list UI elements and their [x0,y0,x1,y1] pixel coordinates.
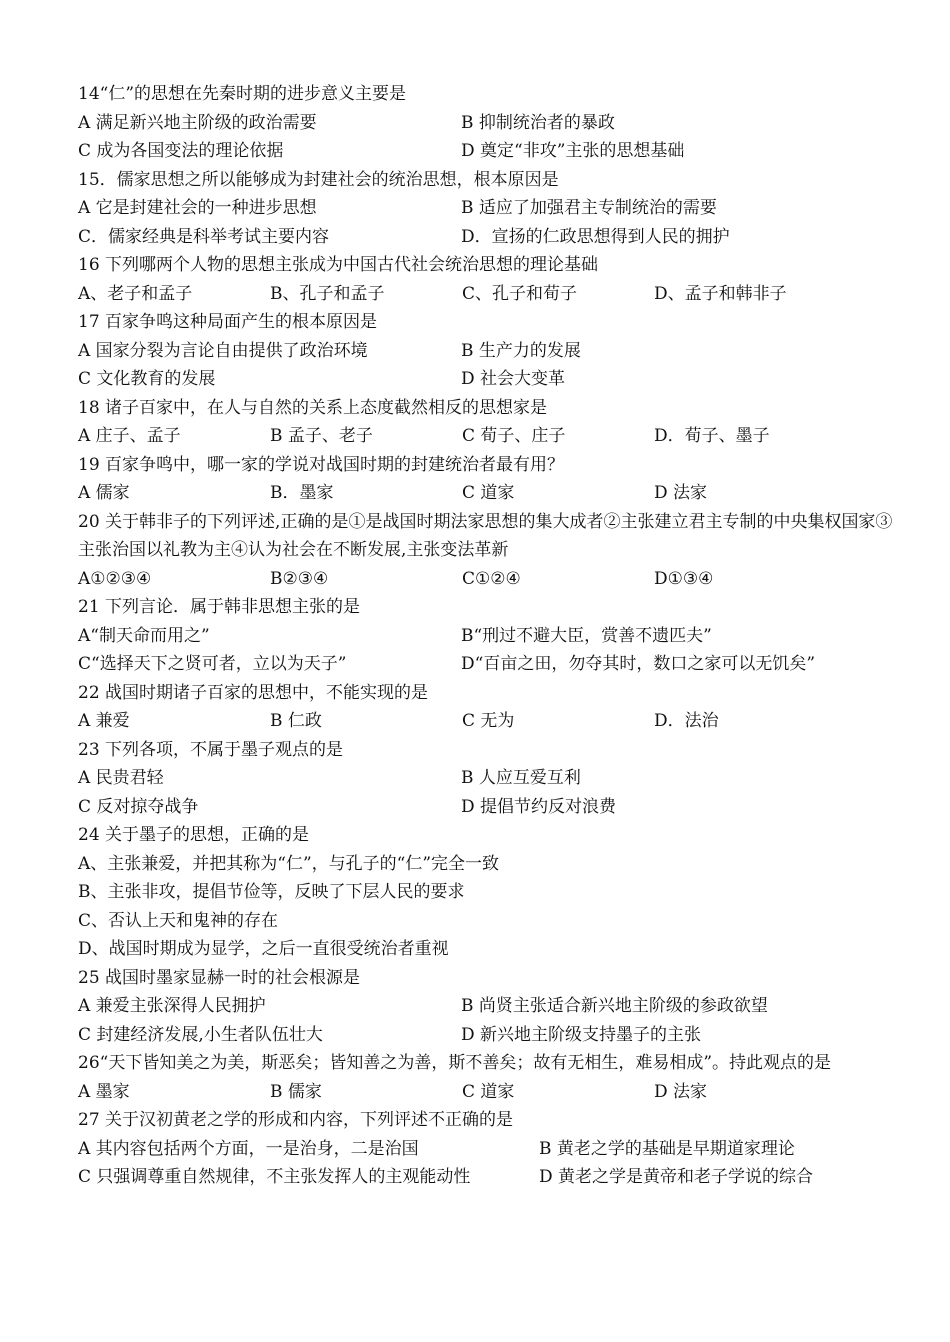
answer-option: B 抑制统治者的暴政 [461,112,615,133]
answer-option: A“制天命而用之” [78,625,210,646]
question-stem: 14“仁”的思想在先秦时期的进步意义主要是 [78,84,407,104]
question-block [78,593,898,679]
option-list [78,707,898,736]
answer-option: C、否认上天和鬼神的存在 [78,910,279,931]
answer-option: C①②④ [462,568,521,589]
answer-option: D 法家 [654,1081,708,1102]
question-stem: 25 战国时墨家显赫一时的社会根源是 [78,967,361,988]
option-list [78,764,898,821]
answer-option: A 兼爱 [78,711,130,731]
answer-option: B②③④ [270,568,329,589]
option-list [78,565,898,594]
question-stem: 16 下列哪两个人物的思想主张成为中国古代社会统治思想的理论基础 [78,255,599,275]
option-list [78,194,898,251]
answer-option: A 国家分裂为言论自由提供了政治环境 [78,340,368,361]
question-stem: 26“天下皆知美之为美，斯恶矣；皆知善之为善，斯不善矣；故有无相生，难易相成”。持此观点的是 [78,1053,832,1073]
answer-option: A 庄子、孟子 [78,426,181,446]
answer-option: A 满足新兴地主阶级的政治需要 [78,112,317,133]
question-block [78,964,898,1050]
question-block [78,1106,898,1192]
option-list [78,109,898,166]
question-block [78,821,898,964]
answer-option: B．墨家 [270,483,334,503]
answer-option: B 孟子、老子 [270,426,373,446]
answer-option: B 人应互爱互利 [461,768,581,788]
answer-option: A 兼爱主张深得人民拥护 [78,996,266,1016]
answer-option: A、主张兼爱，并把其称为“仁”，与孔子的“仁”完全一致 [78,853,500,874]
answer-option: C 荀子、庄子 [462,426,566,446]
answer-option: C 文化教育的发展 [78,369,216,389]
answer-option: D、孟子和韩非子 [654,283,787,304]
question-stem: 27 关于汉初黄老之学的形成和内容，下列评述不正确的是 [78,1110,514,1130]
answer-option: A、老子和孟子 [78,283,193,304]
option-list [78,479,898,508]
answer-option: B 生产力的发展 [461,340,581,361]
option-list [78,850,898,964]
option-list [78,1135,898,1192]
question-stem: 19 百家争鸣中，哪一家的学说对战国时期的封建统治者最有用？ [78,454,565,475]
option-list [78,337,898,394]
answer-option: C 只强调尊重自然规律，不主张发挥人的主观能动性 [78,1167,471,1187]
answer-option: C 反对掠夺战争 [78,796,199,817]
answer-option: A 其内容包括两个方面，一是治身，二是治国 [78,1138,419,1159]
answer-option: A 它是封建社会的一种进步思想 [78,198,317,218]
answer-option: D 奠定“非攻”主张的思想基础 [461,141,685,161]
question-block [78,1049,898,1106]
answer-option: C 封建经济发展,小生者队伍壮大 [78,1024,323,1045]
question-stem: 15．儒家思想之所以能够成为封建社会的统治思想，根本原因是 [78,169,559,190]
option-list [78,280,898,309]
answer-option: C 无为 [462,711,515,731]
question-stem: 17 百家争鸣这种局面产生的根本原因是 [78,312,378,332]
answer-option: B、主张非攻，提倡节俭等，反映了下层人民的要求 [78,882,465,902]
answer-option: D．法治 [654,711,719,731]
question-stem: 21 下列言论．属于韩非思想主张的是 [78,597,361,617]
answer-option: B 适应了加强君主专制统治的需要 [461,198,717,218]
answer-option: D 黄老之学是黄帝和老子学说的综合 [539,1167,814,1187]
answer-option: B 尚贤主张适合新兴地主阶级的参政欲望 [461,996,768,1016]
question-stem: 23 下列各项，不属于墨子观点的是 [78,739,344,760]
answer-option: A 墨家 [78,1081,130,1102]
answer-option: D 社会大变革 [461,369,566,389]
question-block [78,308,898,394]
question-block [78,736,898,822]
answer-option: D．宣扬的仁政思想得到人民的拥护 [461,226,730,247]
answer-option: D 法家 [654,483,708,503]
answer-option: D．荀子、墨子 [654,426,770,446]
option-list [78,1078,898,1107]
answer-option: A 儒家 [78,483,130,503]
question-stem: 20 关于韩非子的下列评述,正确的是①是战国时期法家思想的集大成者②主张建立君主专制的中央集权国家③主张治国以礼教为主④认为社会在不断发展,主张变法革新 [78,511,893,560]
answer-option: B“刑过不避大臣，赏善不遗匹夫” [461,625,712,646]
question-block [78,80,898,166]
question-stem: 22 战国时期诸子百家的思想中，不能实现的是 [78,682,429,703]
question-block [78,394,898,451]
answer-option: B 儒家 [270,1081,322,1102]
answer-option: A 民贵君轻 [78,768,164,788]
question-block [78,251,898,308]
question-block [78,166,898,252]
answer-option: B 仁政 [270,711,322,731]
answer-option: D 提倡节约反对浪费 [461,796,617,817]
answer-option: A①②③④ [78,568,152,589]
question-block [78,508,898,594]
question-block [78,451,898,508]
option-list [78,422,898,451]
answer-option: C．儒家经典是科举考试主要内容 [78,226,330,247]
answer-option: D①③④ [654,568,714,589]
answer-option: B 黄老之学的基础是早期道家理论 [539,1138,795,1159]
question-stem: 18 诸子百家中，在人与自然的关系上态度截然相反的思想家是 [78,397,548,418]
answer-option: C“选择天下之贤可者，立以为天子” [78,654,347,674]
question-block [78,679,898,736]
answer-option: C 道家 [462,483,515,503]
exam-document [78,80,898,1192]
answer-option: C、孔子和荀子 [462,283,578,304]
answer-option: B、孔子和孟子 [270,283,385,304]
option-list [78,622,898,679]
answer-option: D“百亩之田，勿夺其时，数口之家可以无饥矣” [461,654,816,674]
answer-option: D、战国时期成为显学，之后一直很受统治者重视 [78,939,449,959]
option-list [78,992,898,1049]
answer-option: C 成为各国变法的理论依据 [78,141,284,161]
answer-option: D 新兴地主阶级支持墨子的主张 [461,1024,702,1045]
question-stem: 24 关于墨子的思想，正确的是 [78,825,310,845]
answer-option: C 道家 [462,1081,515,1102]
